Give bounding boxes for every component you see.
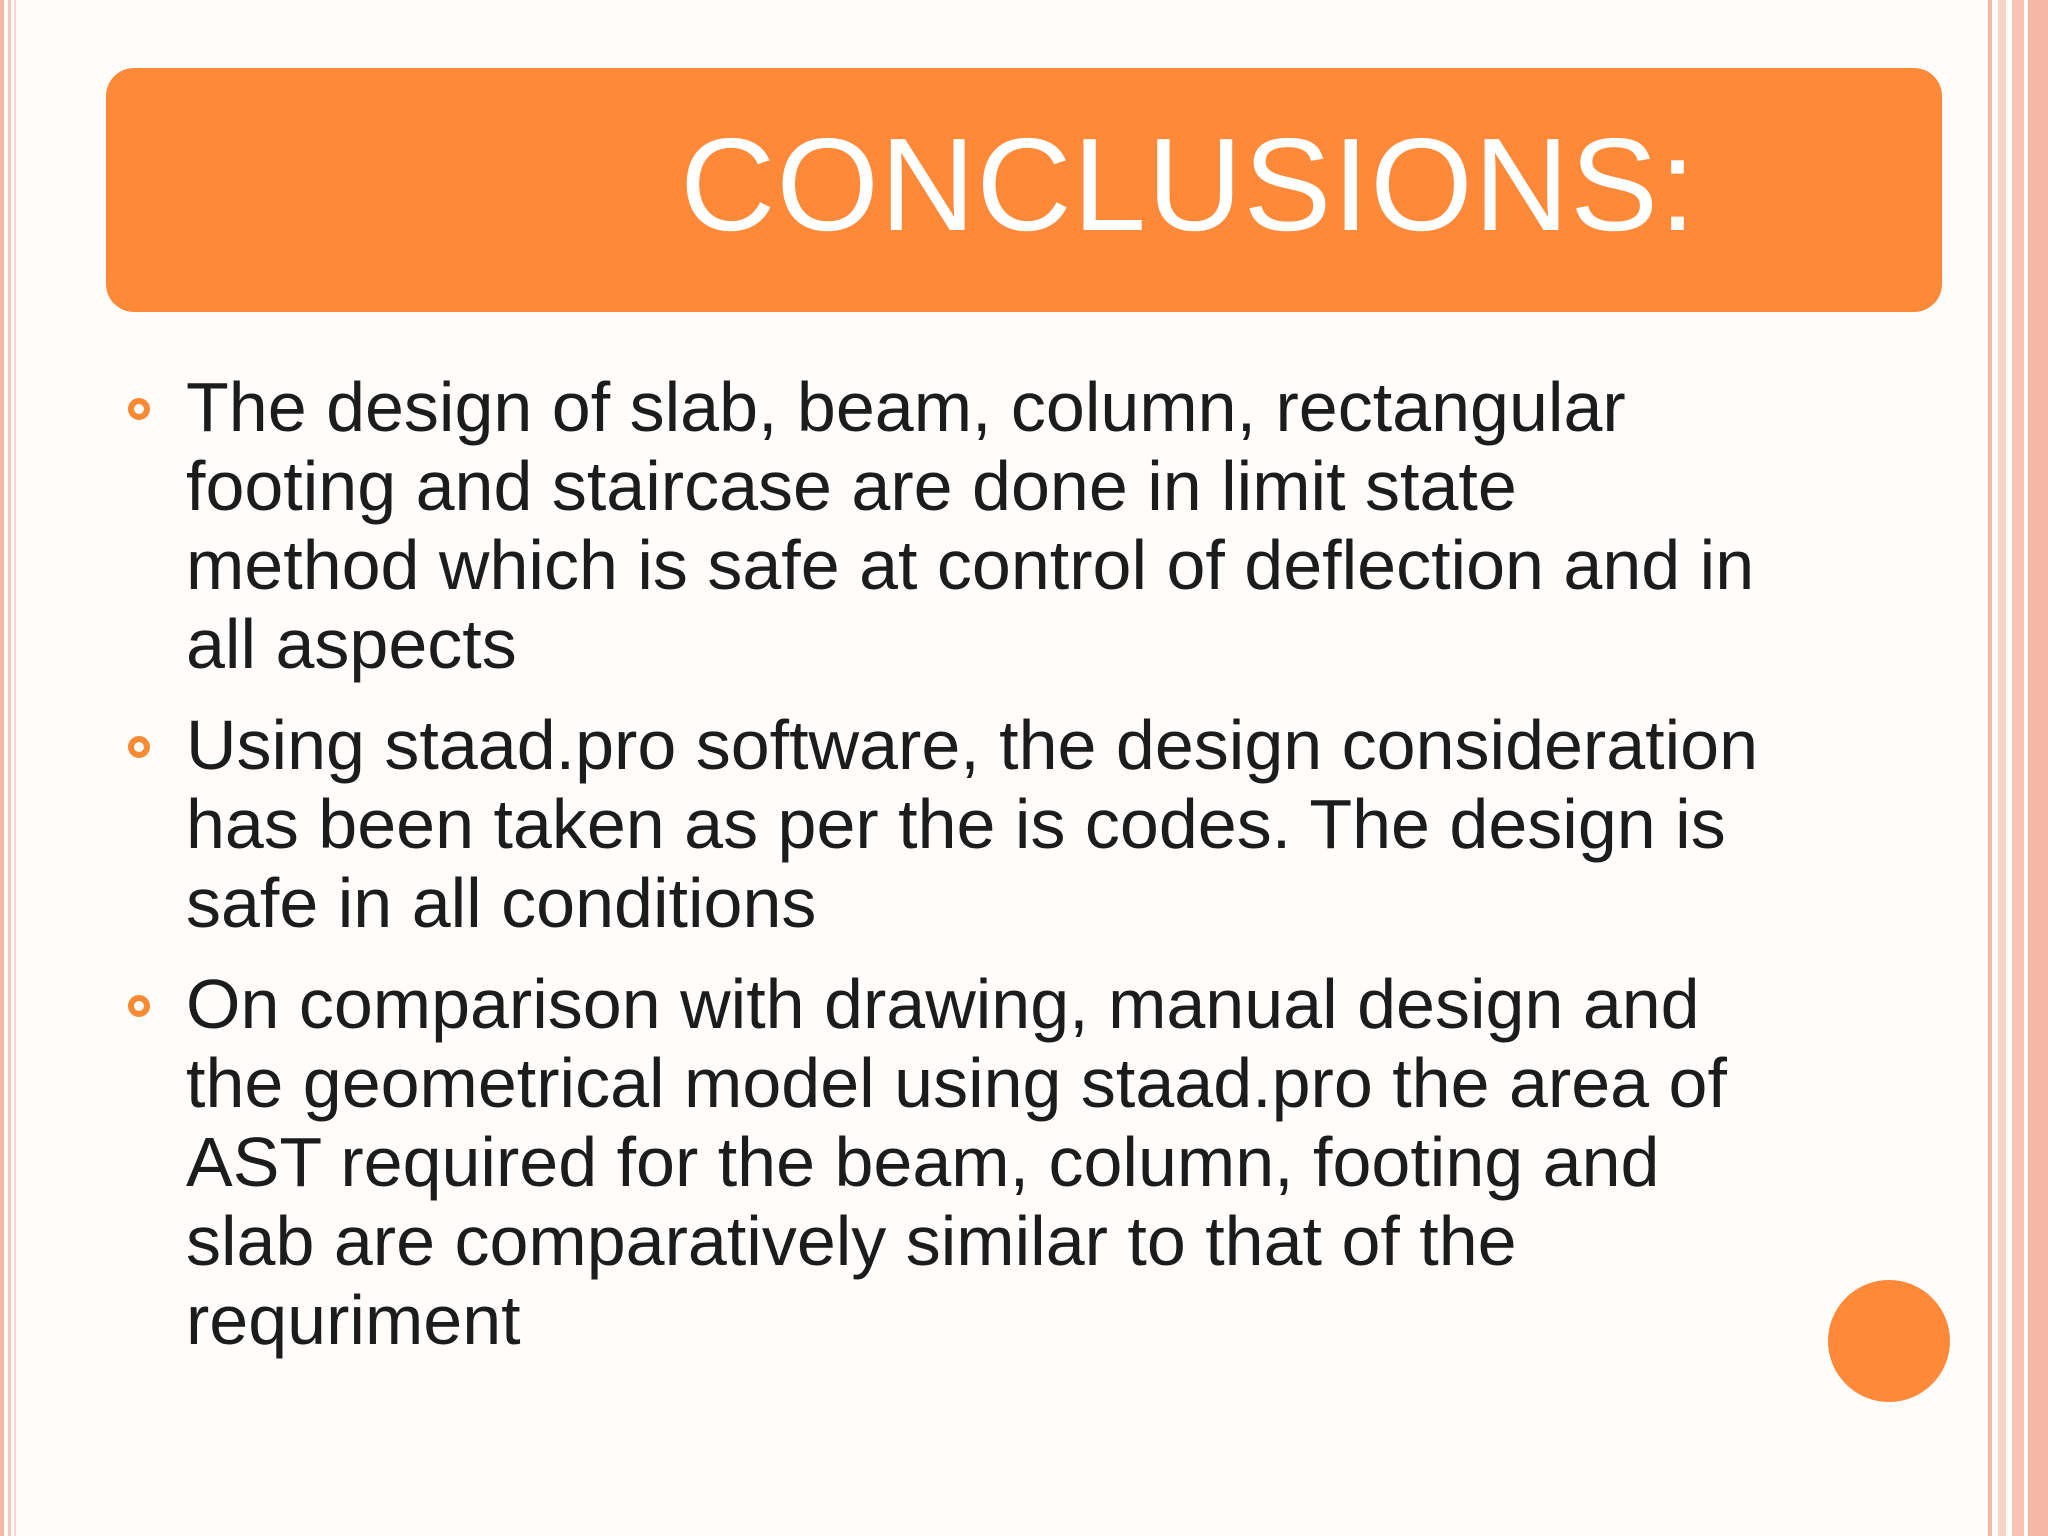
- border-stripe: [1988, 0, 1992, 1536]
- border-stripe: [2028, 0, 2048, 1536]
- border-line: [14, 0, 16, 1536]
- bullet-text: The design of slab, beam, column, rectangular footing and staircase are done in limit state method which is safe at control of deflection and in all aspects: [186, 368, 1755, 683]
- slide-title: CONCLUSIONS:: [680, 111, 1697, 258]
- right-decorative-border: [1958, 0, 2048, 1536]
- bullet-list: [128, 368, 1768, 1382]
- border-stripe: [1998, 0, 2006, 1536]
- left-decorative-border: [0, 0, 20, 1536]
- bullet-text: On comparison with drawing, manual design and the geometrical model using staad.pro the area of AST required for the beam, column, footing and slab are comparatively similar to that of the requriment: [186, 965, 1727, 1359]
- decorative-orange-circle: [1828, 1280, 1950, 1402]
- border-line: [0, 0, 4, 1536]
- border-stripe: [2012, 0, 2024, 1536]
- ring-bullet-icon: [128, 398, 150, 420]
- bullet-item: [128, 706, 1768, 943]
- bullet-text: Using staad.pro software, the design consideration has been taken as per the is codes. The design is safe in all conditions: [186, 706, 1759, 942]
- bullet-item: [128, 965, 1768, 1360]
- border-line: [8, 0, 11, 1536]
- ring-bullet-icon: [128, 995, 150, 1017]
- title-bar: [106, 68, 1942, 312]
- ring-bullet-icon: [128, 736, 150, 758]
- bullet-item: [128, 368, 1768, 684]
